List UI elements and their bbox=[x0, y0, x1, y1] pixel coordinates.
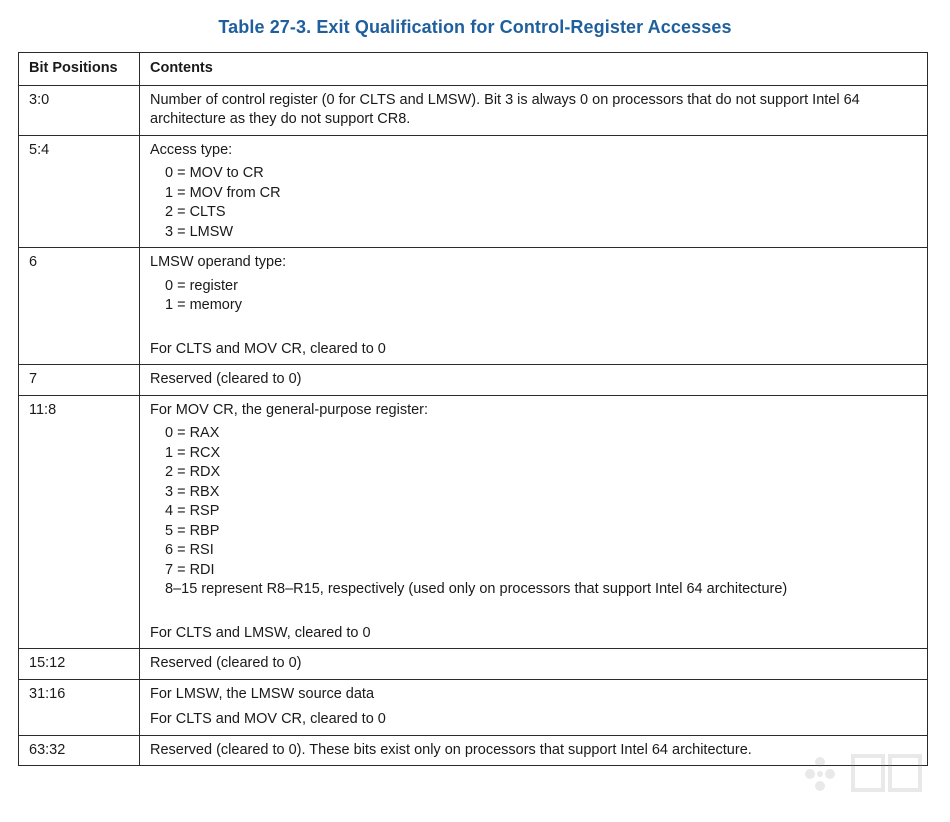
contents-note: For CLTS and MOV CR, cleared to 0 bbox=[150, 340, 386, 357]
contents-cell bbox=[140, 85, 928, 135]
encoding-item: 0 = MOV to CR bbox=[165, 165, 264, 181]
encoding-item: 8–15 represent R8–R15, respectively (used only on processors that support Intel 64 architecture) bbox=[165, 581, 788, 597]
table-row bbox=[19, 365, 928, 396]
contents-cell bbox=[140, 679, 928, 735]
header-contents: Contents bbox=[140, 53, 928, 86]
encoding-item: 2 = RDX bbox=[165, 464, 221, 480]
bit-position-cell: 5:4 bbox=[19, 135, 140, 248]
encoding-item: 6 = RSI bbox=[165, 542, 214, 558]
encoding-item: 3 = LMSW bbox=[165, 223, 234, 240]
encoding-item: 3 = RBX bbox=[165, 483, 220, 500]
table-caption: Table 27-3. Exit Qualification for Control-Register Accesses bbox=[218, 17, 732, 37]
table-row bbox=[19, 248, 928, 365]
bit-position-cell: 3:0 bbox=[19, 85, 140, 135]
contents-description: Reserved (cleared to 0) bbox=[150, 655, 302, 671]
contents-cell bbox=[140, 365, 928, 396]
contents-description: For LMSW, the LMSW source data bbox=[150, 685, 375, 702]
contents-note: For CLTS and LMSW, cleared to 0 bbox=[150, 624, 371, 641]
contents-description: For MOV CR, the general-purpose register: bbox=[150, 401, 429, 418]
bit-position-cell: 63:32 bbox=[19, 735, 140, 766]
bit-position-cell: 6 bbox=[19, 248, 140, 365]
exit-qualification-table bbox=[18, 52, 928, 766]
table-row bbox=[19, 85, 928, 135]
bit-position-cell: 15:12 bbox=[19, 649, 140, 680]
encoding-item: 0 = RAX bbox=[165, 425, 220, 441]
bit-position-cell: 31:16 bbox=[19, 679, 140, 735]
encoding-item: 1 = MOV from CR bbox=[165, 184, 281, 201]
table-body bbox=[19, 85, 928, 766]
contents-description: LMSW operand type: bbox=[150, 254, 287, 270]
contents-cell bbox=[140, 248, 928, 365]
contents-cell bbox=[140, 649, 928, 680]
encoding-item: 1 = memory bbox=[165, 297, 242, 313]
table-row bbox=[19, 679, 928, 735]
contents-note: For CLTS and MOV CR, cleared to 0 bbox=[150, 711, 386, 727]
contents-description: Reserved (cleared to 0) bbox=[150, 371, 302, 387]
table-row bbox=[19, 649, 928, 680]
logo-watermark-icon bbox=[798, 748, 928, 798]
bit-position-cell: 7 bbox=[19, 365, 140, 396]
encoding-item: 4 = RSP bbox=[165, 503, 220, 519]
contents-description: Reserved (cleared to 0). These bits exist only on processors that support Intel 64 architecture. bbox=[150, 741, 752, 758]
bit-position-cell: 11:8 bbox=[19, 395, 140, 649]
table-row bbox=[19, 735, 928, 766]
encoding-item: 5 = RBP bbox=[165, 522, 220, 539]
table-header-row bbox=[19, 53, 928, 86]
encoding-item: 2 = CLTS bbox=[165, 204, 226, 220]
contents-cell bbox=[140, 395, 928, 649]
encoding-item: 7 = RDI bbox=[165, 561, 215, 578]
contents-description: Number of control register (0 for CLTS and LMSW). Bit 3 is always 0 on processors that do not support Intel 64 architecture as they do not support CR8. bbox=[150, 91, 860, 127]
encoding-item: 0 = register bbox=[165, 277, 238, 294]
contents-description: Access type: bbox=[150, 141, 233, 158]
table-row bbox=[19, 395, 928, 649]
table-row bbox=[19, 135, 928, 248]
encoding-item: 1 = RCX bbox=[165, 444, 221, 461]
contents-cell bbox=[140, 135, 928, 248]
header-bit-positions: Bit Positions bbox=[19, 53, 140, 86]
